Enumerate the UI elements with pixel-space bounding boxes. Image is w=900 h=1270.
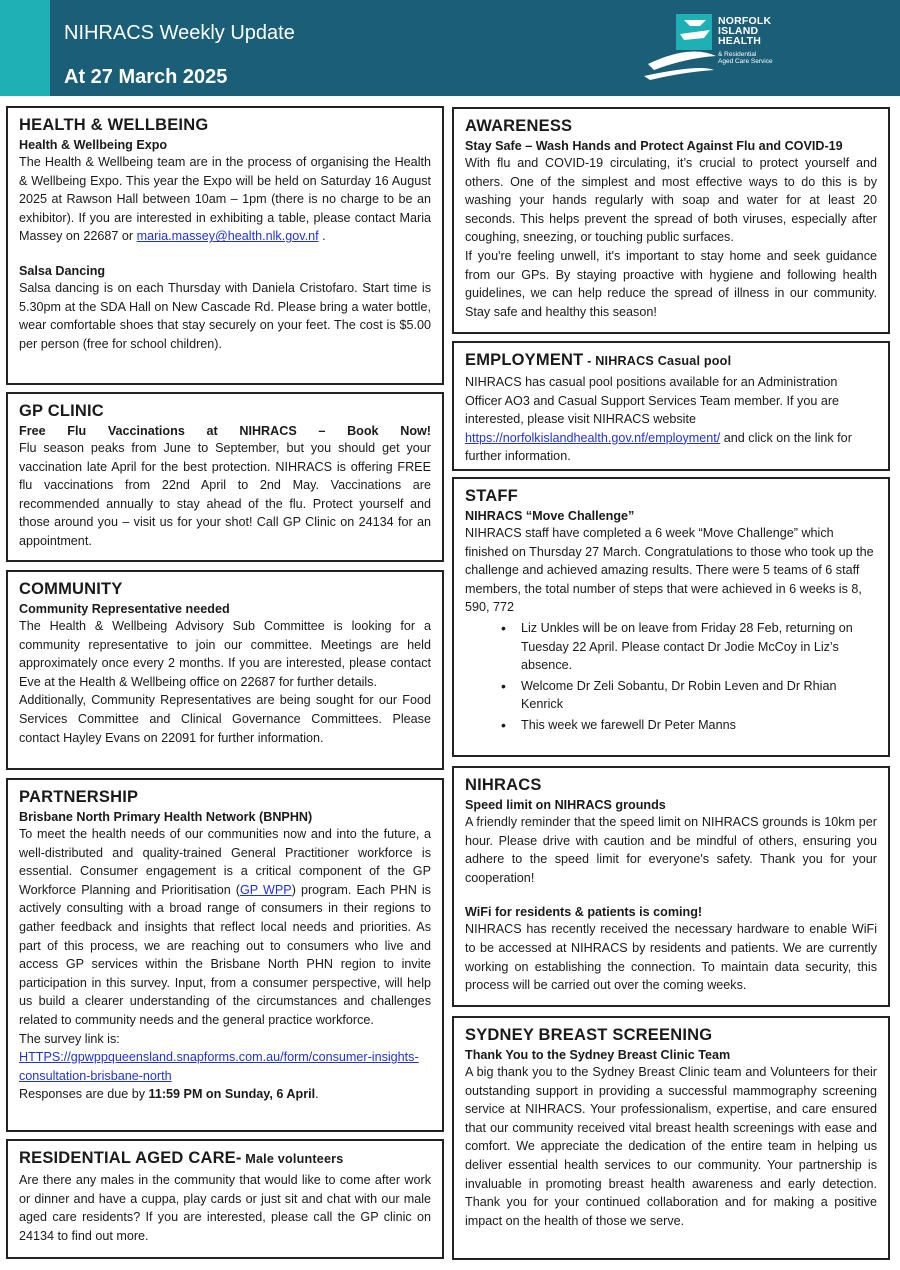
staff-section [452, 477, 890, 757]
paragraph: The Health & Wellbeing team are in the process of organising the Health & Wellbeing Expo. This year the Expo will be held on Saturday 16 August 2025 at Rawson Hall between 10am – 1pm (there is no charge to be an exhibitor). If you are interested in exhibiting a table, please contact Maria Massey on 22687 or maria.massey@health.nlk.gov.nf . [19, 155, 431, 244]
paragraph: NIHRACS has recently received the necessary hardware to enable WiFi to be accessed at NIHRACS by residents and patients. We are currently working on establishing the connection. To maintain data security, this process will be carried out over the coming weeks. [465, 922, 877, 993]
section-heading: AWARENESS [465, 117, 573, 135]
sydney-breast-screening-section [452, 1016, 890, 1260]
subheading: Stay Safe – Wash Hands and Protect Against Flu and COVID-19 [465, 139, 843, 153]
health-wellbeing-section [6, 106, 444, 385]
section-heading: COMMUNITY [19, 580, 123, 598]
paragraph: Additionally, Community Representatives are being sought for our Food Services Committee and Clinical Governance Committees. Please contact Hayley Evans on 22091 for further information. [19, 693, 431, 745]
section-heading: RESIDENTIAL AGED CARE- Male volunteers [19, 1149, 344, 1167]
newsletter-header [0, 0, 900, 96]
email-link[interactable]: maria.massey@health.nlk.gov.nf [136, 229, 319, 244]
subheading: Speed limit on NIHRACS grounds [465, 798, 666, 812]
list-item: • This week we farewell Dr Peter Manns [501, 716, 877, 735]
newsletter-date: At 27 March 2025 [64, 66, 228, 88]
survey-label: The survey link is: [19, 1031, 120, 1046]
subheading: Brisbane North Primary Health Network (BNPHN) [19, 810, 313, 824]
paragraph: A friendly reminder that the speed limit on NIHRACS grounds is 10km per hour. Please drive with caution and be mindful of others, ensuring you adhere to the speed limit for everyone's safety. Thank you for your cooperation! [465, 815, 877, 885]
residential-aged-care-section [6, 1139, 444, 1259]
header-accent-strip [0, 0, 50, 96]
subheading: WiFi for residents & patients is coming! [465, 905, 703, 920]
gp-clinic-section [6, 392, 444, 562]
survey-link-line [19, 1048, 431, 1085]
section-heading: GP CLINIC [19, 402, 104, 420]
newsletter-title: NIHRACS Weekly Update [64, 22, 295, 44]
nihracs-section [452, 766, 890, 1007]
paragraph: If you're feeling unwell, it's important to stay home and seek guidance from our GPs. By staying proactive with hygiene and following health guidelines, we can help reduce the spread of illness in our community. Stay safe and healthy this season! [465, 248, 877, 319]
list-item: • Welcome Dr Zeli Sobantu, Dr Robin Leven and Dr Rhian Kenrick [501, 677, 877, 714]
due-date: Responses are due by 11:59 PM on Sunday, 6 April. [19, 1087, 319, 1102]
staff-bullet-list [465, 619, 877, 735]
paragraph: Are there any males in the community that would like to come after work or dinner and have a cuppa, play cards or just sit and chat with our male aged care residents? If you are interested, please call the GP clinic on 24134 to find out more. [19, 1173, 431, 1243]
gp-wpp-link[interactable]: GP WPP [239, 882, 292, 897]
list-item: • Liz Unkles will be on leave from Friday 28 Feb, returning on Tuesday 22 April. Please contact Dr Jodie McCoy in Liz’s absence. [501, 619, 877, 675]
subheading: Salsa Dancing [19, 263, 106, 278]
section-heading: EMPLOYMENT - NIHRACS Casual pool [465, 351, 732, 369]
subheading: Thank You to the Sydney Breast Clinic Team [465, 1048, 731, 1062]
section-heading: STAFF [465, 487, 518, 505]
section-heading: NIHRACS [465, 776, 542, 794]
paragraph: The Health & Wellbeing Advisory Sub Committee is looking for a community representative to join our committee. Meetings are held approximately once every 2 months. If you are interested, please contact Eve at the Health & Wellbeing office on 22687 for further details. [19, 619, 431, 689]
logo-subtitle: & Residential Aged Care Service [718, 51, 773, 65]
community-section [6, 570, 444, 770]
paragraph: To meet the health needs of our communities now and into the future, a well-distributed and quality-trained General Practitioner workforce is essential. Consumer engagement is a critical component of the GP Workforce Planning and Prioritisation (GP WPP) program. Each PHN is actively consulting with a broad range of consumers in their regions to gather feedback and insights that reflect local needs and priorities. As part of this process, we are reaching out to consumers who live and access GP services within the Brisbane North PHN region to invite participation in this survey. Input, from a consumer perspective, will help us build a clearer understanding of the circumstances and challenges related to community needs and the general practice workforce. [19, 827, 431, 1027]
subheading: NIHRACS “Move Challenge” [465, 509, 635, 523]
section-heading: SYDNEY BREAST SCREENING [465, 1026, 713, 1044]
paragraph: With flu and COVID-19 circulating, it’s crucial to protect yourself and others. One of the simplest and most effective ways to do this is by washing your hands regularly with soap and water for at least 20 seconds. This helps prevent the spread of both viruses, especially after coughing, sneezing, or touching public surfaces. [465, 156, 877, 245]
section-heading: PARTNERSHIP [19, 788, 139, 806]
paragraph: NIHRACS has casual pool positions available for an Administration Officer AO3 and Casual Support Services Team member. If you are interested, please visit NIHRACS website https://norfolkislandhealth.gov.nf/employment/ and click on the link for further information. [465, 375, 852, 464]
subheading: Health & Wellbeing Expo [19, 138, 168, 152]
partnership-section [6, 778, 444, 1132]
survey-link[interactable]: HTTPS://gpwppqueensland.snapforms.com.au/form/consumer-insights-consultation-brisbane-north [19, 1050, 419, 1083]
employment-link[interactable]: https://norfolkislandhealth.gov.nf/employment/ [465, 430, 721, 445]
subheading: Free Flu Vaccinations at NIHRACS – Book Now! [19, 424, 431, 438]
paragraph: A big thank you to the Sydney Breast Clinic team and Volunteers for their outstanding support in providing a successful mammography screening service at NIHRACS. Your professionalism, expertise, and care ensured that our community received vital breast health screenings with ease and comfort. We appreciate the dedication of the entire team in helping us deliver essential health services to our community. Your partnership is invaluable in promoting breast health awareness and early detection. Thank you for your continued collaboration and for making a positive impact on the health of those we serve. [465, 1065, 877, 1228]
paragraph: Flu season peaks from June to September, but you should get your vaccination late April for the best protection. NIHRACS is offering FREE flu vaccinations from 22nd April to 2nd May. Vaccinations are recommended annually to stay ahead of the flu. Protect yourself and those around you – visit us for your shot! Call GP Clinic on 24134 for an appointment. [19, 441, 431, 548]
logo-wordmark: NORFOLK ISLAND HEALTH [718, 15, 772, 47]
paragraph: NIHRACS staff have completed a 6 week “Move Challenge” which finished on Thursday 27 March. Congratulations to those who took up the challenge and achieved amazing results. There were 5 teams of 6 staff members, the total number of steps that were achieved in 6 weeks is 8, 590, 772 [465, 526, 874, 615]
subheading: Community Representative needed [19, 602, 230, 616]
section-heading: HEALTH & WELLBEING [19, 116, 209, 134]
paragraph: Salsa dancing is on each Thursday with Daniela Cristofaro. Start time is 5.30pm at the SDA Hall on New Cascade Rd. Please bring a water bottle, wear comfortable shoes that stay securely on your feet. The cost is $5.00 per person (free for school children). [19, 280, 431, 351]
awareness-section [452, 107, 890, 334]
employment-section [452, 341, 890, 471]
